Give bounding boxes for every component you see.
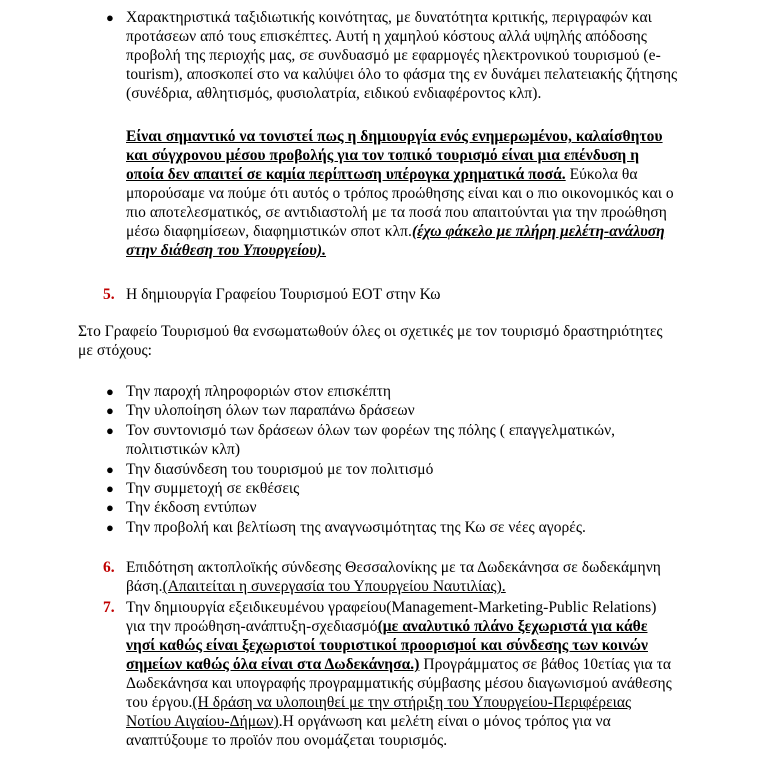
item-7-line-7-tail: .Η οργάνωση και μελέτη είναι ο μόνος τρόπος για να: [278, 713, 611, 730]
item-7-line-6: [126, 693, 631, 712]
item-7-line-6-underlined: (Η δράση να υλοποιηθεί με την στήριξη του Υπουργείου-Περιφέρειας: [192, 694, 632, 711]
intro-line-3: προβολή της περιοχής μας, σε συνδυασμό με εφαρμογές ηλεκτρονικού τουρισμού (e-: [126, 47, 661, 64]
item-7-line-2-bold: (με αναλυτικό πλάνο ξεχωριστά για κάθε: [377, 618, 648, 635]
emphasis-line-5: πιο αποτελεσματικός, σε αντιδιαστολή με τα ποσά που απαιτούνται για την προώθηση: [126, 204, 667, 221]
item-7-line-4-tail: Προγράμματος σε βάθος 10ετίας για τα: [419, 656, 672, 673]
goal-item-6: Την έκδοση εντύπων: [126, 499, 257, 516]
item-7-line-7-underlined: Νοτίου Αιγαίου-Δήμων): [126, 713, 279, 730]
goal-item-5: Την συμμετοχή σε εκθέσεις: [126, 480, 300, 497]
office-intro-line-1: Στο Γραφείο Τουρισμού θα ενσωματωθούν όλες οι σχετικές με τον τουρισμό δραστηριότητες: [78, 323, 663, 340]
emphasis-line-7: στην διάθεση του Υπουργείου).: [126, 242, 327, 259]
bullet-icon: ●: [106, 384, 114, 399]
item-6-line-2-underlined: (Απαιτείται η συνεργασία του Υπουργείου Ναυτιλίας).: [162, 578, 506, 595]
item-7-line-8: αναπτύξουμε το προϊόν που ονομάζεται τουρισμός.: [126, 732, 448, 749]
item-7-line-3: νησί καθώς είναι ξεχωριστοί τουριστικοί προορισμοί και σύνδεσης των κοινών: [126, 637, 648, 654]
item-7-line-1: Την δημιουργία εξειδικευμένου γραφείου(Management-Marketing-Public Relations): [126, 599, 657, 616]
emphasis-line-3-tail: Εύκολα θα: [565, 166, 638, 183]
intro-line-2: προτάσεων από τους επισκέπτες. Αυτή η χαμηλού κόστους αλλά υψηλής απόδοσης: [126, 28, 647, 45]
goal-item-4: Την διασύνδεση του τουρισμού με τον πολιτισμό: [126, 461, 434, 478]
emphasis-line-6: [126, 222, 665, 241]
item-7-line-4-bold: σημείων καθώς όλα είναι στα Δωδεκάνησα.): [126, 656, 420, 673]
item-5-title: Η δημιουργία Γραφείου Τουρισμού ΕΟΤ στην Κω: [126, 286, 441, 303]
emphasis-line-3-bold: οποία δεν απαιτεί σε καμία περίπτωση υπέρογκα χρηματικά ποσά.: [126, 166, 566, 183]
item-7-line-7: [126, 712, 611, 731]
item-7-line-4: [126, 655, 671, 674]
goal-item-7: Την προβολή και βελτίωση της αναγνωσιμότητας της Κω σε νέες αγορές.: [126, 519, 586, 536]
bullet-icon: ●: [106, 423, 114, 438]
item-7-line-5: Δωδεκάνησα και υπογραφής προγραμματικής σύμβασης μέσου διαγωνισμού ανάθεσης: [126, 675, 672, 692]
bullet-icon: ●: [106, 403, 114, 418]
bullet-icon: ●: [106, 10, 114, 25]
goal-item-2: Την υλοποίηση όλων των παραπάνω δράσεων: [126, 402, 415, 419]
bullet-icon: ●: [106, 520, 114, 535]
item-7-line-2-plain: για την προώθηση-ανάπτυξη-σχεδιασμό: [126, 618, 378, 635]
intro-line-1: Χαρακτηριστικά ταξιδιωτικής κοινότητας, με δυνατότητα κριτικής, περιγραφών και: [126, 9, 652, 26]
intro-line-5: (συνέδρια, αθλητισμός, φυσιολατρία, ειδικού ενδιαφέροντος κλπ).: [126, 85, 542, 102]
item-5-number: 5.: [103, 286, 115, 303]
bullet-icon: ●: [106, 462, 114, 477]
item-6-line-2-plain: βάση.: [126, 578, 163, 595]
emphasis-line-6-emph: (έχω φάκελο με πλήρη μελέτη-ανάλυση: [411, 223, 665, 240]
item-6-line-1: Επιδότηση ακτοπλοϊκής σύνδεσης Θεσσαλονίκης με τα Δωδεκάνησα σε δωδεκάμηνη: [126, 559, 661, 576]
emphasis-line-1: Είναι σημαντικό να τονιστεί πως η δημιουργία ενός ενημερωμένου, καλαίσθητου: [126, 128, 663, 145]
item-7-line-6-plain: του έργου.: [126, 694, 193, 711]
item-7-number: 7.: [103, 599, 115, 616]
emphasis-line-2: και σύγχρονου μέσου προβολής για τον τοπικό τουρισμό είναι μια επένδυση η: [126, 147, 640, 164]
goal-item-3-continuation: πολιτιστικών κλπ): [126, 441, 241, 458]
goal-item-1: Την παροχή πληροφοριών στον επισκέπτη: [126, 383, 392, 400]
goal-item-3: Τον συντονισμό των δράσεων όλων των φορέων της πόλης ( επαγγελματικών,: [126, 422, 616, 439]
item-7-line-2: [126, 617, 648, 636]
bullet-icon: ●: [106, 500, 114, 515]
emphasis-line-6-plain: μέσω διαφημίσεων, διαφημιστικών σποτ κλπ.: [126, 223, 412, 240]
emphasis-line-4: μπορούσαμε να πούμε ότι αυτός ο τρόπος προώθησης είναι και ο πιο οικονομικός και ο: [126, 185, 674, 202]
intro-line-4: tourism), αποσκοπεί στο να καλύψει όλο το φάσμα της εν δυνάμει πελατειακής ζήτησης: [126, 66, 678, 83]
emphasis-line-3: [126, 165, 638, 184]
item-6-number: 6.: [103, 559, 115, 576]
bullet-icon: ●: [106, 481, 114, 496]
office-intro-line-2: με στόχους:: [78, 342, 152, 359]
item-6-line-2: [126, 577, 506, 596]
